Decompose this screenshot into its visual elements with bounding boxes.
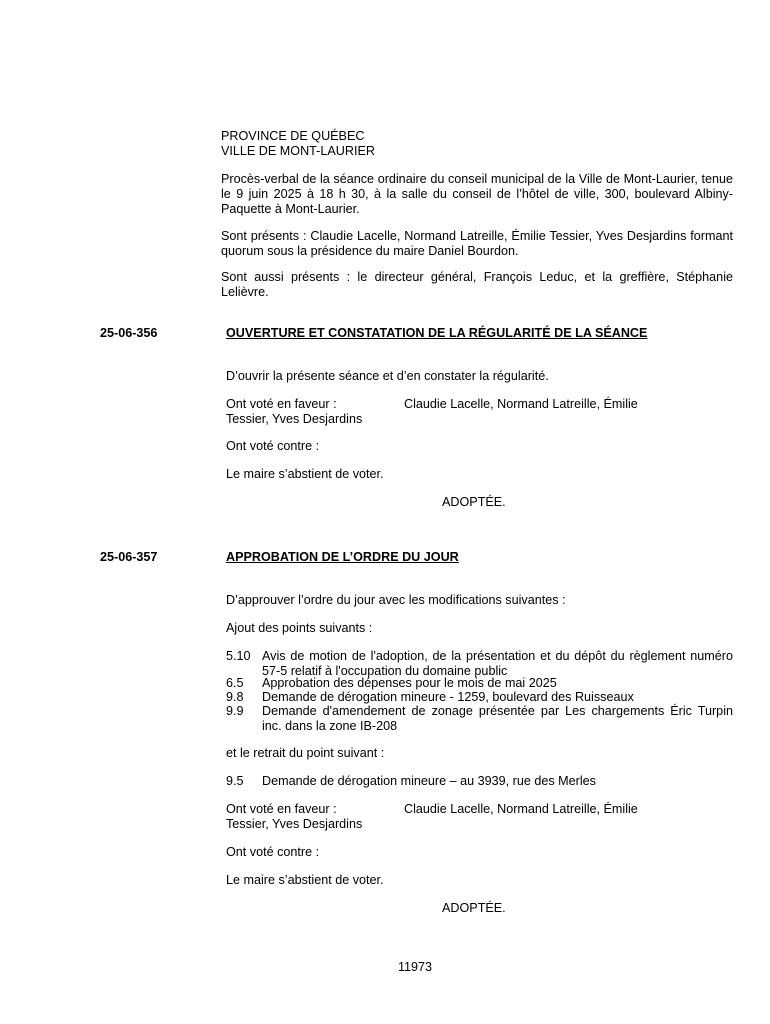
minutes-intro: Procès-verbal de la séance ordinaire du conseil municipal de la Ville de Mont-Laurier, tenue le 9 juin 2025 à 18 h 30, à la salle du conseil de l’hôtel de ville, 300, boulevard Albiny-Paquette à Mont-Laurier.	[221, 172, 733, 216]
additions-heading: Ajout des points suivants :	[226, 621, 373, 635]
vote-for	[226, 397, 733, 427]
vote-for-names: Claudie Lacelle, Normand Latreille, Émilie	[404, 802, 638, 816]
vote-for	[226, 802, 733, 832]
city-line: VILLE DE MONT-LAURIER	[221, 144, 375, 158]
vote-for-label: Ont voté en faveur :	[226, 802, 337, 816]
vote-for-names: Claudie Lacelle, Normand Latreille, Émilie	[404, 397, 638, 411]
list-item	[226, 676, 733, 691]
item-text: Demande de dérogation mineure – au 3939, rue des Merles	[262, 774, 596, 788]
removal-heading: et le retrait du point suivant :	[226, 746, 385, 760]
list-item	[226, 690, 733, 705]
abstention: Le maire s’abstient de voter.	[226, 467, 384, 481]
resolution-title: APPROBATION DE L’ORDRE DU JOUR	[226, 550, 459, 564]
list-item	[226, 649, 733, 679]
resolution-body: D’approuver l’ordre du jour avec les modifications suivantes :	[226, 593, 566, 607]
resolution-number: 25-06-357	[100, 550, 158, 564]
item-text: Approbation des dépenses pour le mois de mai 2025	[262, 676, 557, 690]
item-number: 9.9	[226, 704, 244, 718]
page-number: 11973	[397, 960, 433, 974]
adopted-status: ADOPTÉE.	[442, 901, 506, 915]
abstention: Le maire s’abstient de voter.	[226, 873, 384, 887]
province-line: PROVINCE DE QUÉBEC	[221, 129, 365, 143]
item-text: Avis de motion de l'adoption, de la présentation et du dépôt du règlement numéro 57-5 relatif à l'occupation du domaine public	[262, 649, 733, 678]
item-text: Demande de dérogation mineure - 1259, boulevard des Ruisseaux	[262, 690, 634, 704]
document-header	[221, 129, 733, 159]
item-number: 9.5	[226, 774, 244, 788]
list-item	[226, 704, 733, 734]
resolution-title: OUVERTURE ET CONSTATATION DE LA RÉGULARITÉ DE LA SÉANCE	[226, 326, 648, 340]
list-item	[226, 774, 733, 789]
vote-for-label: Ont voté en faveur :	[226, 397, 337, 411]
attendees-also-present: Sont aussi présents : le directeur général, François Leduc, et la greffière, Stéphanie Lelièvre.	[221, 270, 733, 299]
vote-for-names-cont: Tessier, Yves Desjardins	[226, 817, 363, 831]
item-number: 6.5	[226, 676, 244, 690]
adopted-status: ADOPTÉE.	[442, 495, 506, 509]
item-number: 9.8	[226, 690, 244, 704]
vote-against: Ont voté contre :	[226, 439, 320, 453]
resolution-body: D’ouvrir la présente séance et d’en constater la régularité.	[226, 369, 549, 383]
item-text: Demande d'amendement de zonage présentée par Les chargements Éric Turpin inc. dans la zone IB-208	[262, 704, 733, 733]
vote-for-names-cont: Tessier, Yves Desjardins	[226, 412, 363, 426]
attendees-present: Sont présents : Claudie Lacelle, Normand Latreille, Émilie Tessier, Yves Desjardins formant quorum sous la présidence du maire Daniel Bourdon.	[221, 229, 733, 258]
resolution-number: 25-06-356	[100, 326, 158, 340]
vote-against: Ont voté contre :	[226, 845, 320, 859]
item-number: 5.10	[226, 649, 251, 663]
